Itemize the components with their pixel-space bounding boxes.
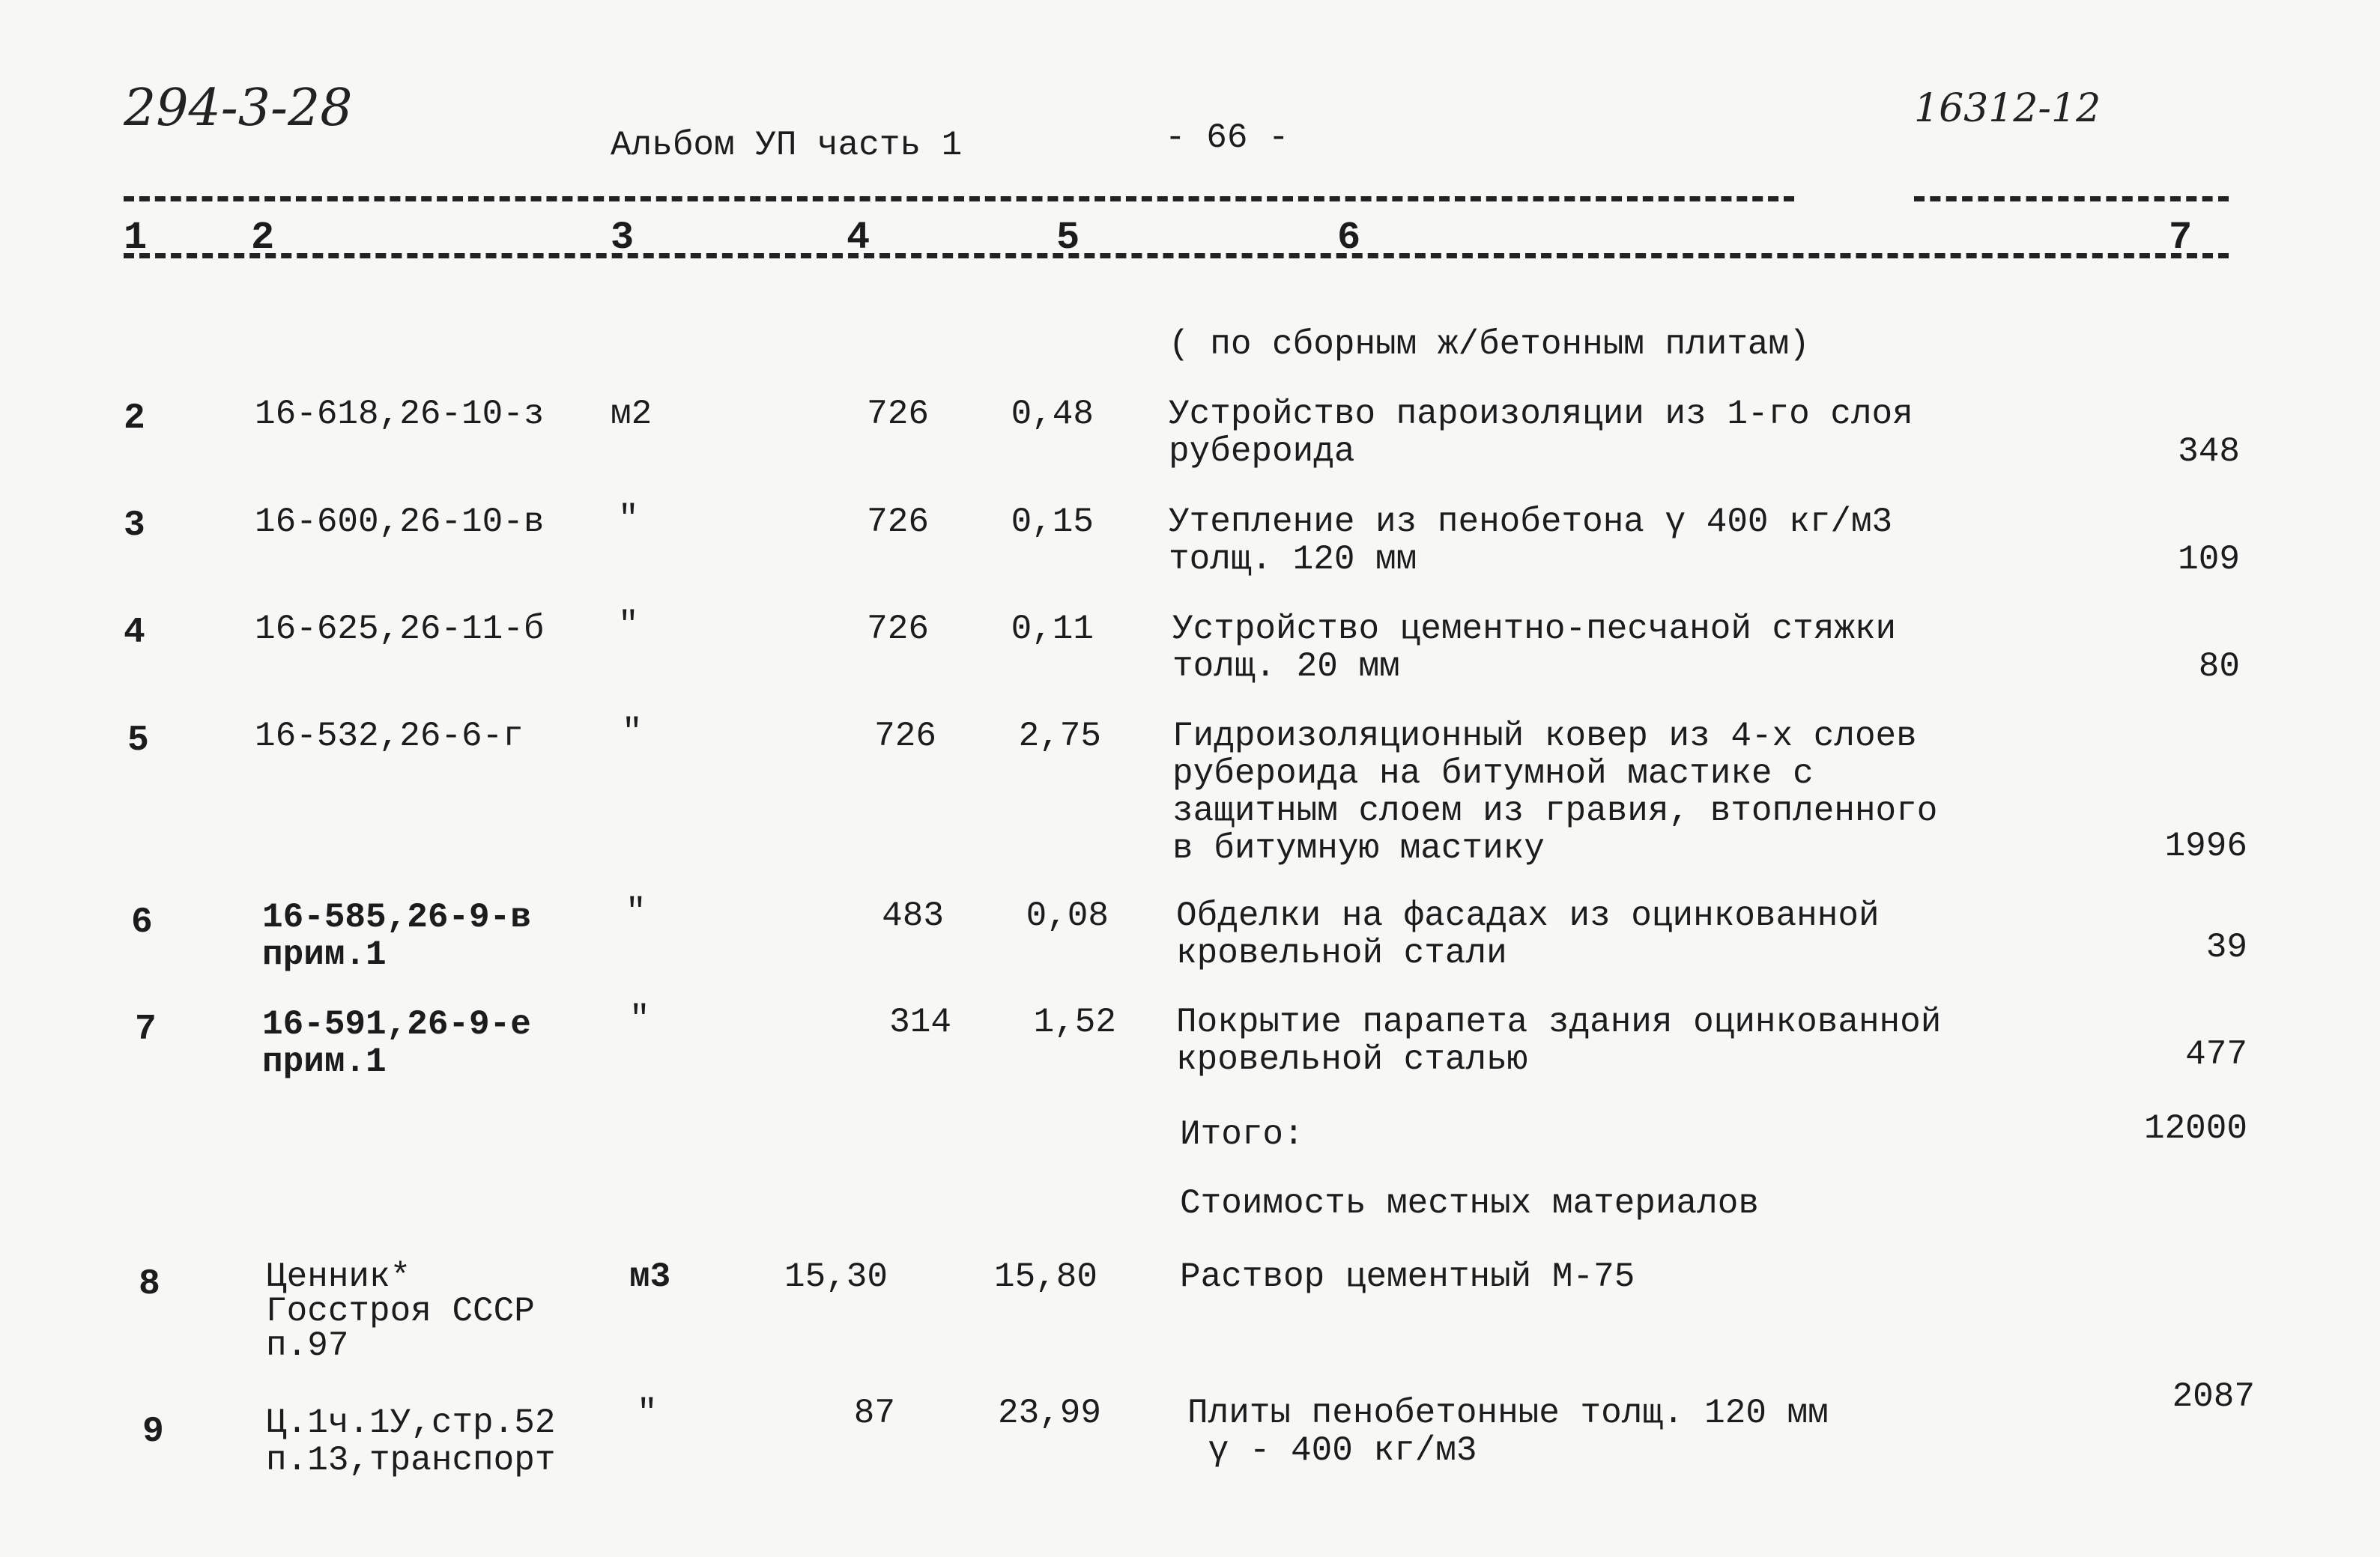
col-header-1: 1 <box>124 216 148 260</box>
row-number: 7 <box>135 1010 157 1050</box>
col-header-6: 6 <box>1337 216 1361 260</box>
row-quantity: 483 <box>882 896 944 935</box>
handwritten-sheet-number: 16312-12 <box>1914 86 2101 131</box>
row-number: 3 <box>124 506 145 546</box>
col-header-7: 7 <box>2169 216 2193 260</box>
row-unit: м2 <box>611 395 652 434</box>
row-number: 5 <box>127 720 149 761</box>
row-code: 16-591,26-9-е прим.1 <box>262 1005 531 1081</box>
row-code: 16-618,26-10-з <box>255 395 545 434</box>
row-price: 23,99 <box>997 1394 1101 1433</box>
total-value: 12000 <box>2143 1109 2247 1148</box>
row-quantity: 87 <box>853 1394 895 1433</box>
top-rule-left <box>124 196 1794 201</box>
row-price: 0,08 <box>1026 896 1109 935</box>
row-quantity: 726 <box>874 717 936 756</box>
row-description: Плиты пенобетонные толщ. 120 мм γ - 400 кг/м3 <box>1187 1394 1829 1470</box>
col-header-3: 3 <box>611 216 635 260</box>
column-header-rule <box>124 253 2229 258</box>
row-total: 477 <box>2185 1035 2247 1074</box>
row-unit: м3 <box>629 1257 671 1296</box>
handwritten-doc-number: 294-3-28 <box>124 79 353 138</box>
album-title: Альбом УП часть 1 <box>611 126 963 165</box>
row-unit: " <box>637 1394 658 1433</box>
page-number: - 66 - <box>1165 118 1289 157</box>
row-description: Гидроизоляционный ковер из 4-х слоев рубероида на битумной мастике с защитным слоем из гравия, втопленного в битумную мастику <box>1172 717 1938 868</box>
row-number: 9 <box>142 1412 164 1452</box>
col-header-4: 4 <box>847 216 870 260</box>
row-unit: " <box>622 713 643 752</box>
row-unit: " <box>618 500 639 538</box>
row-total: 39 <box>2205 928 2247 967</box>
row-total: 1996 <box>2164 827 2247 866</box>
row-total: 348 <box>2178 432 2240 471</box>
row-code: 16-600,26-10-в <box>255 503 545 541</box>
row-description: Покрытие парапета здания оцинкованной кровельной сталью <box>1176 1003 1942 1079</box>
row-code: 16-585,26-9-в прим.1 <box>262 898 531 974</box>
row-unit: " <box>626 893 647 932</box>
row-number: 6 <box>131 902 153 943</box>
row-price: 2,75 <box>1018 717 1101 756</box>
row-description: Обделки на фасадах из оцинкованной кровельной стали <box>1176 896 1880 973</box>
row-total: 2087 <box>2172 1377 2255 1416</box>
row-price: 0,11 <box>1011 610 1094 649</box>
total-label: Итого: <box>1180 1115 1304 1154</box>
row-quantity: 726 <box>867 503 929 541</box>
row-description: Устройство цементно-песчаной стяжки толщ. 20 мм <box>1172 610 1897 686</box>
row-unit: " <box>629 1000 650 1039</box>
row-code: 16-532,26-6-г <box>255 717 524 756</box>
row-quantity: 726 <box>867 610 929 649</box>
local-materials-title: Стоимость местных материалов <box>1180 1184 1759 1223</box>
col-header-5: 5 <box>1056 216 1080 260</box>
row-price: 0,15 <box>1011 503 1094 541</box>
row-total: 80 <box>2198 647 2240 686</box>
row-price: 15,80 <box>993 1257 1097 1296</box>
row-unit: " <box>618 606 639 645</box>
row-price: 0,48 <box>1011 395 1094 434</box>
row-description: Раствор цементный М-75 <box>1180 1257 1635 1296</box>
row-total: 109 <box>2178 540 2240 579</box>
row-code: 16-625,26-11-б <box>255 610 545 649</box>
row-number: 2 <box>124 398 145 439</box>
row-quantity: 15,30 <box>784 1257 888 1296</box>
row-description: Утепление из пенобетона γ 400 кг/м3 толщ. 120 мм <box>1169 503 1893 579</box>
row-description: Устройство пароизоляции из 1-го слоя рубероида <box>1169 395 1913 471</box>
section-subtitle: ( по сборным ж/бетонным плитам) <box>1169 325 1810 364</box>
row-number: 4 <box>124 613 145 653</box>
row-code: Ценник* Госстроя СССР п.97 <box>266 1257 535 1365</box>
col-header-2: 2 <box>251 216 275 260</box>
row-quantity: 726 <box>867 395 929 434</box>
row-quantity: 314 <box>889 1003 951 1042</box>
row-number: 8 <box>139 1264 160 1305</box>
top-rule-right <box>1914 196 2229 201</box>
row-code: Ц.1ч.1У,стр.52 п.13,транспорт <box>266 1403 556 1480</box>
row-price: 1,52 <box>1033 1003 1116 1042</box>
